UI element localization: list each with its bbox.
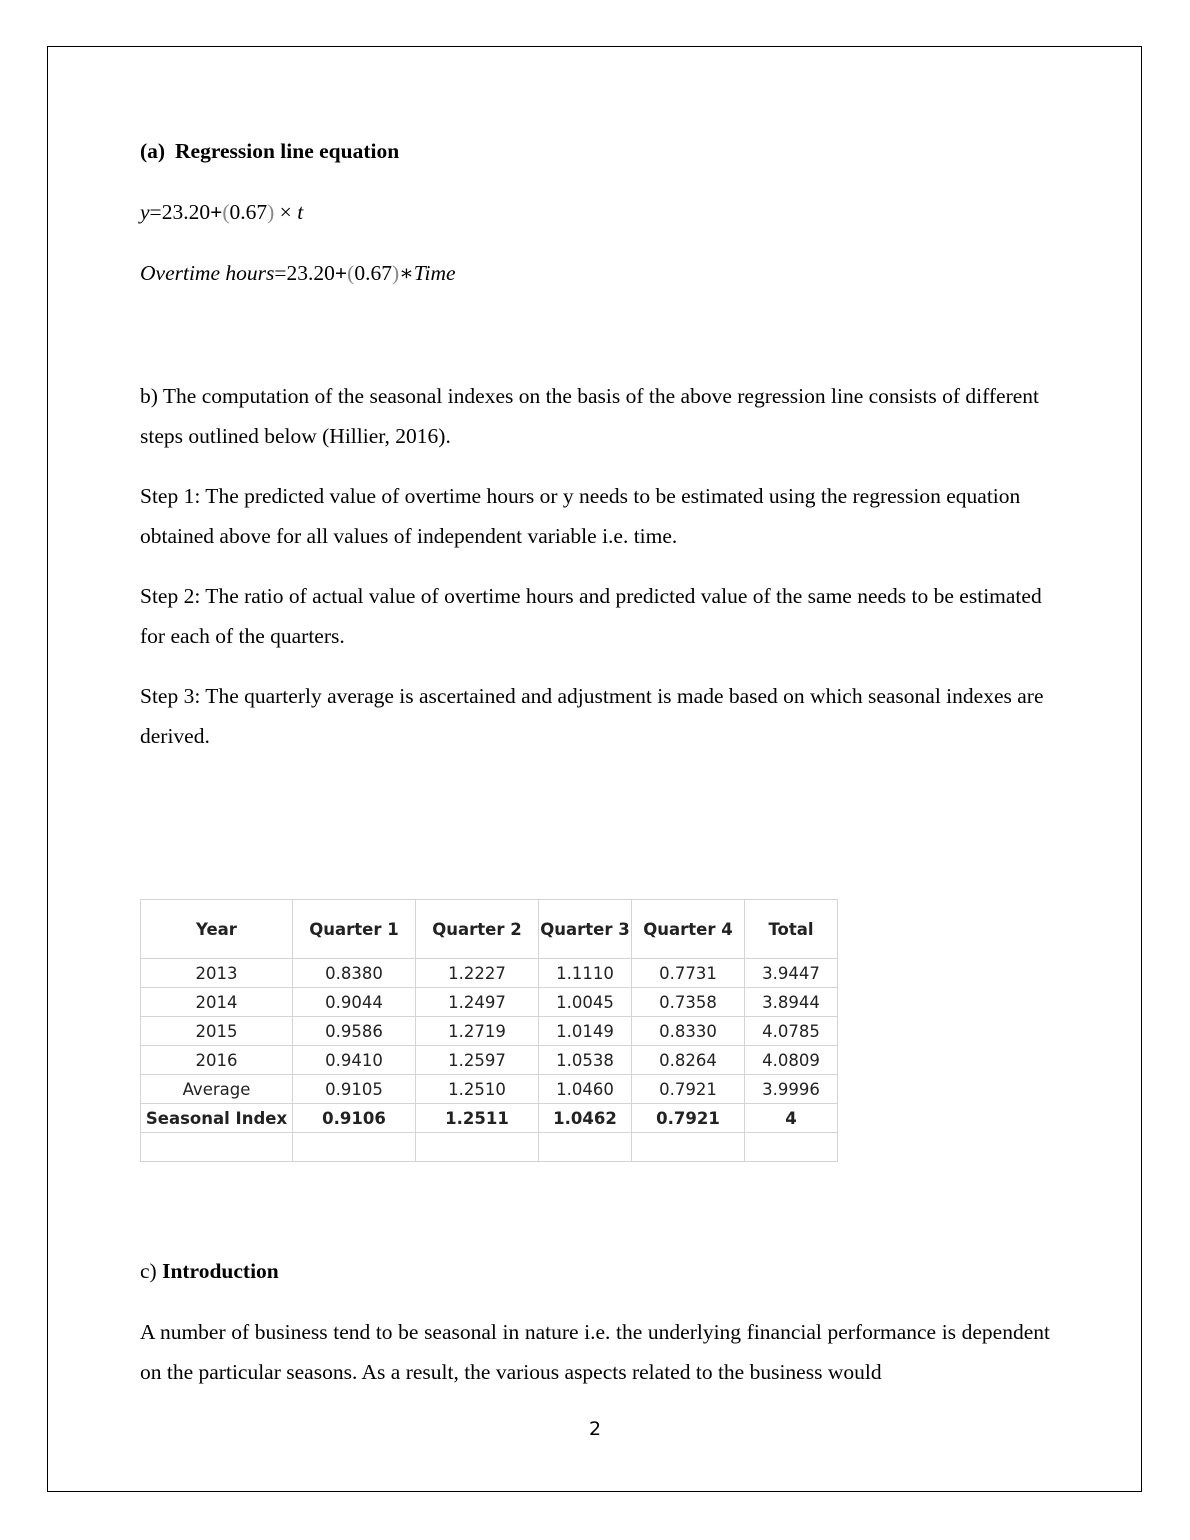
header-total: Total [745,900,838,959]
table-cell: 1.2510 [416,1075,539,1104]
table-cell-empty [293,1133,416,1162]
eq2-operator: ∗ [399,261,414,285]
eq1-operator: × [279,200,292,224]
table-cell: 1.0538 [539,1046,632,1075]
eq2-lhs: Overtime hours [140,261,275,285]
table-cell: 1.0149 [539,1017,632,1046]
page-number: 2 [588,1418,602,1440]
table-cell: Seasonal Index [141,1104,293,1133]
header-quarter-4: Quarter 4 [632,900,745,959]
section-c-heading [140,1259,279,1284]
table-cell: 0.7731 [632,959,745,988]
table-cell: 2015 [141,1017,293,1046]
eq1-equals: = [149,200,162,224]
table-cell: 3.8944 [745,988,838,1017]
table-row-average [141,1075,838,1104]
eq1-variable: t [297,200,304,224]
header-quarter-1: Quarter 1 [293,900,416,959]
table-cell: 0.7921 [632,1075,745,1104]
eq2-coefficient: 0.67 [354,261,392,285]
regression-equation-long: Overtime hours=23.20+(0.67)∗Time [140,261,456,285]
section-c-body: A number of business tend to be seasonal in nature i.e. the underlying financial performance is dependent on the particular seasons. As a result, the various aspects related to the business would [140,1320,1050,1384]
eq2-constant: 23.20 [286,261,335,285]
table-header-row [141,900,838,959]
table-row-seasonal-index [141,1104,838,1133]
regression-equation-short: y=23.20+(0.67) × t [140,200,304,224]
section-a-title: Regression line equation [175,139,400,163]
step-2-paragraph: Step 2: The ratio of actual value of overtime hours and predicted value of the same needs to be estimated for each of the quarters. [140,584,1042,648]
section-b-intro: b) The computation of the seasonal indexes on the basis of the above regression line consists of different steps outlined below (Hillier, 2016). [140,384,1039,448]
table-cell: 0.8330 [632,1017,745,1046]
table-cell: 1.0460 [539,1075,632,1104]
table-cell-empty [632,1133,745,1162]
table-cell: 1.1110 [539,959,632,988]
header-quarter-3: Quarter 3 [539,900,632,959]
table-cell-empty [539,1133,632,1162]
table-cell: 4 [745,1104,838,1133]
eq1-coefficient: 0.67 [229,200,268,224]
table-cell: Average [141,1075,293,1104]
table-cell: 4.0785 [745,1017,838,1046]
step-3-paragraph: Step 3: The quarterly average is ascertained and adjustment is made based on which seasonal indexes are derived. [140,684,1044,748]
table-cell: 0.8264 [632,1046,745,1075]
header-year: Year [141,900,293,959]
table-cell: 0.7358 [632,988,745,1017]
eq2-plus: + [334,261,348,285]
step-1-paragraph: Step 1: The predicted value of overtime hours or y needs to be estimated using the regression equation obtained above for all values of independent variable i.e. time. [140,484,1021,548]
table-cell: 0.9044 [293,988,416,1017]
table-row [141,1017,838,1046]
table-cell: 2016 [141,1046,293,1075]
table-cell: 1.2497 [416,988,539,1017]
table-cell: 0.9106 [293,1104,416,1133]
section-a-number: (a) [140,139,166,163]
table-row [141,1046,838,1075]
table-cell: 2013 [141,959,293,988]
section-c-prefix: c) [140,1259,157,1283]
section-c-title: Introduction [162,1259,279,1283]
eq2-variable: Time [413,261,456,285]
table-cell: 0.9105 [293,1075,416,1104]
eq1-plus: + [210,200,223,224]
table-cell: 0.8380 [293,959,416,988]
table-row [141,988,838,1017]
table-cell: 1.2511 [416,1104,539,1133]
table-cell: 1.2227 [416,959,539,988]
header-quarter-2: Quarter 2 [416,900,539,959]
table-cell-empty [745,1133,838,1162]
table-cell: 2014 [141,988,293,1017]
table-cell: 1.0045 [539,988,632,1017]
table-cell: 0.7921 [632,1104,745,1133]
table-cell: 3.9996 [745,1075,838,1104]
table-cell: 0.9410 [293,1046,416,1075]
eq2-equals: = [274,261,287,285]
table-cell: 1.2719 [416,1017,539,1046]
table-row [141,959,838,988]
section-a-heading [140,139,399,164]
table-cell: 1.2597 [416,1046,539,1075]
table-cell: 0.9586 [293,1017,416,1046]
table-cell: 4.0809 [745,1046,838,1075]
table-cell: 3.9447 [745,959,838,988]
table-row-empty [141,1133,838,1162]
table-cell-empty [141,1133,293,1162]
table-cell: 1.0462 [539,1104,632,1133]
table-cell-empty [416,1133,539,1162]
seasonal-index-table [140,899,838,1162]
eq1-constant: 23.20 [161,200,211,224]
eq1-lhs: y [140,200,150,224]
